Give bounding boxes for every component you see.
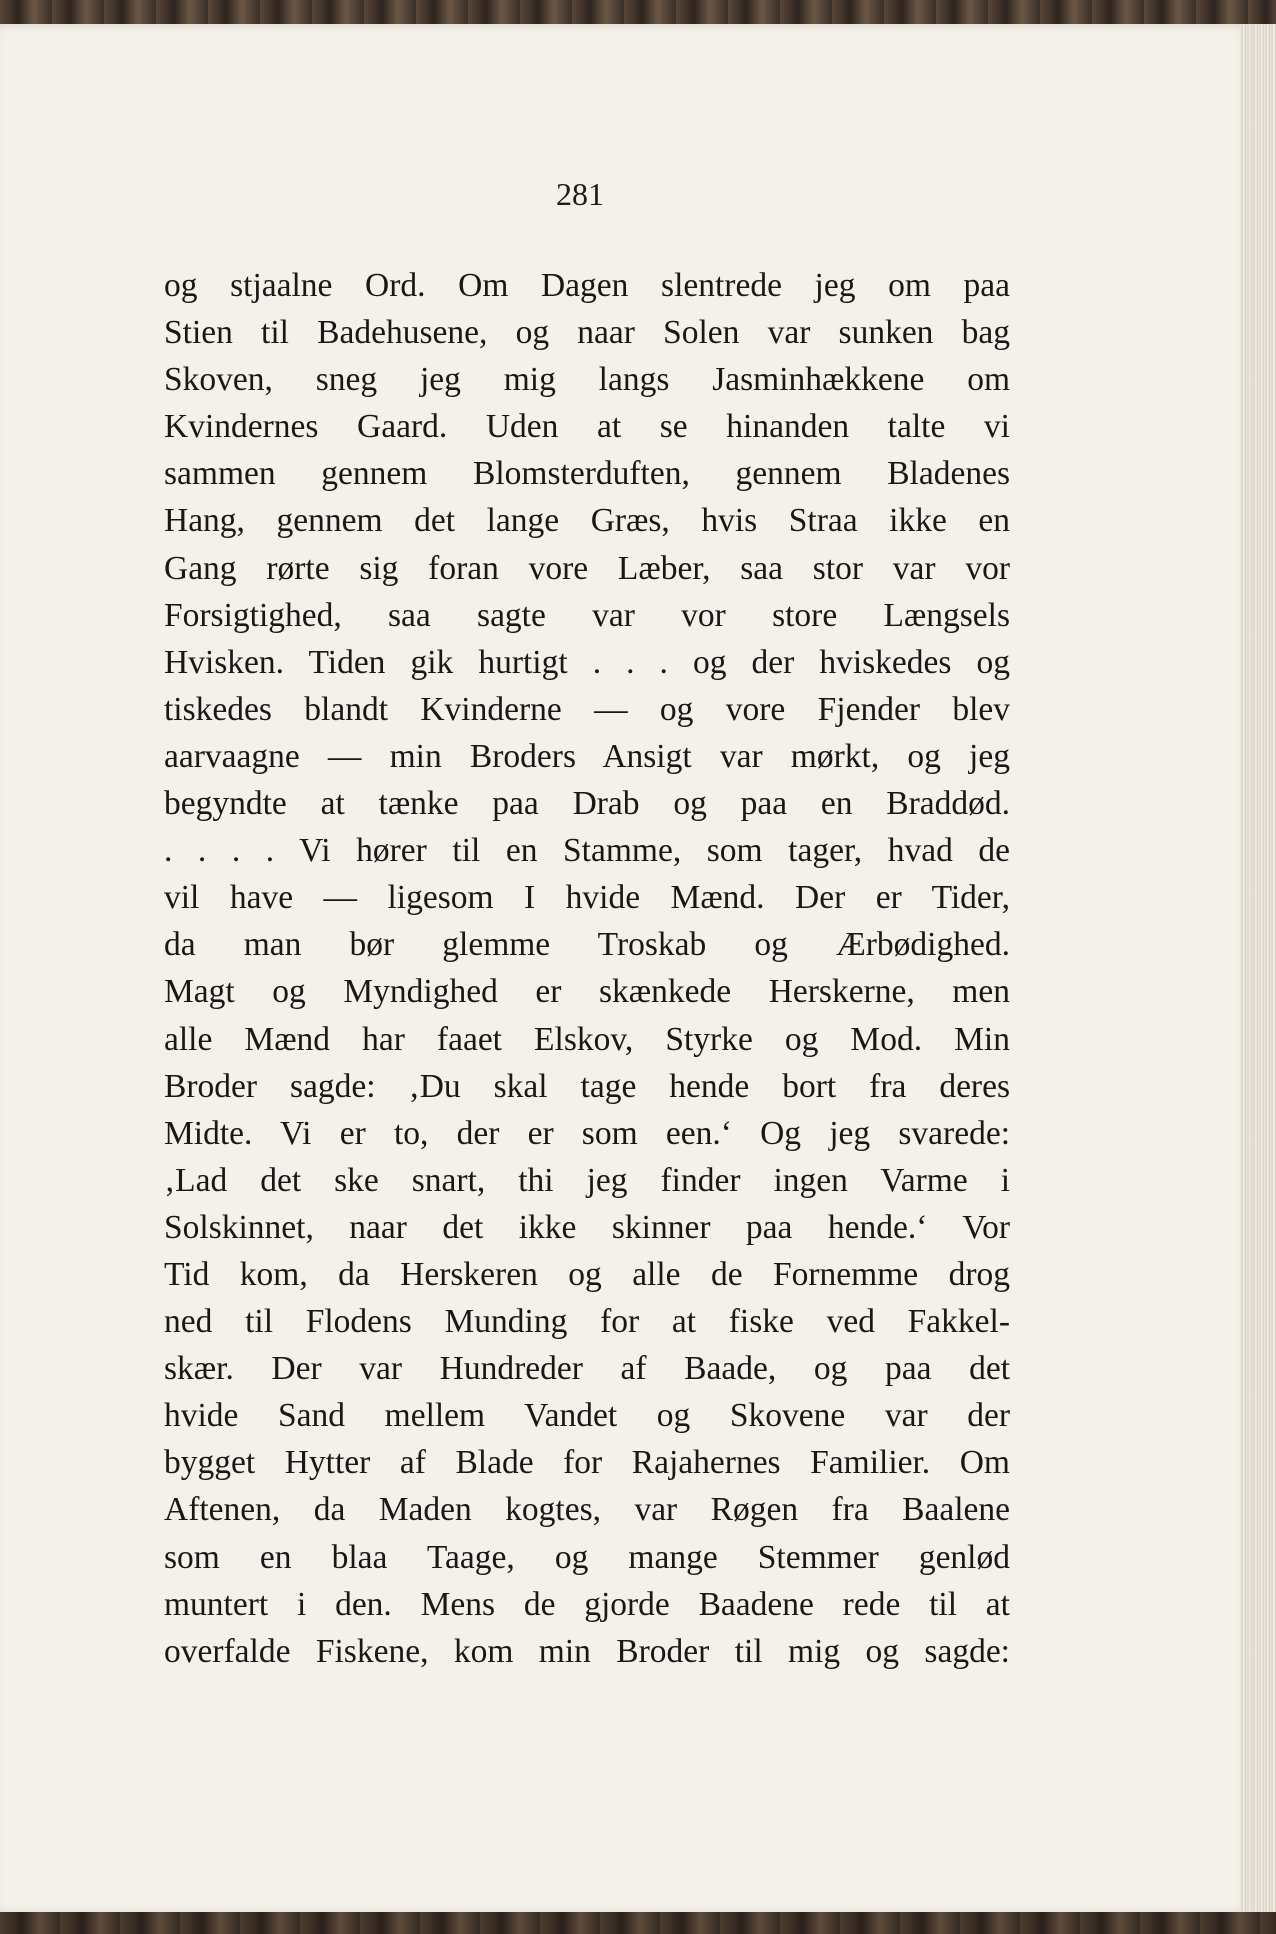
body-text — [164, 262, 1010, 1675]
text-line: vil have — ligesom I hvide Mænd. Der er Tider, — [164, 879, 1010, 917]
text-line: Hang, gennem det lange Græs, hvis Straa ikke en — [164, 502, 1010, 540]
text-line: tiskedes blandt Kvinderne — og vore Fjender blev — [164, 690, 1010, 728]
text-line: Forsigtighed, saa sagte var vor store Længsels — [164, 596, 1010, 634]
text-line: alle Mænd har faaet Elskov, Styrke og Mod. Min — [164, 1020, 1010, 1058]
text-line: Stien til Badehusene, og naar Solen var sunken bag — [164, 314, 1010, 352]
text-line: Solskinnet, naar det ikke skinner paa hende.‘ Vor — [164, 1208, 1010, 1246]
text-line: muntert i den. Mens de gjorde Baadene rede til at — [164, 1585, 1010, 1623]
text-line: Skoven, sneg jeg mig langs Jasminhækkene om — [164, 361, 1010, 399]
text-line: begyndte at tænke paa Drab og paa en Braddød. — [164, 785, 1010, 823]
text-line: Magt og Myndighed er skænkede Herskerne, men — [164, 973, 1010, 1011]
text-line: Gang rørte sig foran vore Læber, saa stor var vor — [164, 549, 1010, 587]
text-line: . . . . Vi hører til en Stamme, som tager, hvad de — [164, 832, 1010, 870]
text-line: overfalde Fiskene, kom min Broder til mig og sagde: — [164, 1632, 1010, 1670]
marbled-cover-top — [0, 0, 1276, 26]
text-line: som en blaa Taage, og mange Stemmer genlød — [164, 1538, 1010, 1576]
text-line: aarvaagne — min Broders Ansigt var mørkt, og jeg — [164, 737, 1010, 775]
marbled-cover-bottom — [0, 1912, 1276, 1934]
text-line: Midte. Vi er to, der er som een.‘ Og jeg svarede: — [164, 1114, 1010, 1152]
page-number: 281 — [556, 176, 604, 212]
page-fore-edge — [1240, 24, 1276, 1914]
text-line: Aftenen, da Maden kogtes, var Røgen fra Baalene — [164, 1491, 1010, 1529]
text-line: Tid kom, da Herskeren og alle de Fornemme drog — [164, 1255, 1010, 1293]
text-line: hvide Sand mellem Vandet og Skovene var der — [164, 1397, 1010, 1435]
text-line: Kvindernes Gaard. Uden at se hinanden talte vi — [164, 408, 1010, 446]
text-line: Broder sagde: ‚Du skal tage hende bort fra deres — [164, 1067, 1010, 1105]
text-line: bygget Hytter af Blade for Rajahernes Familier. Om — [164, 1444, 1010, 1482]
text-line: da man bør glemme Troskab og Ærbødighed. — [164, 926, 1010, 964]
text-line: Hvisken. Tiden gik hurtigt . . . og der hviskedes og — [164, 643, 1010, 681]
text-line: og stjaalne Ord. Om Dagen slentrede jeg om paa — [164, 267, 1010, 304]
text-line: ‚Lad det ske snart, thi jeg finder ingen Varme i — [164, 1161, 1010, 1199]
text-line: sammen gennem Blomsterduften, gennem Bladenes — [164, 455, 1010, 493]
text-line: ned til Flodens Munding for at fiske ved Fakkel- — [164, 1303, 1010, 1341]
text-line: skær. Der var Hundreder af Baade, og paa det — [164, 1350, 1010, 1388]
